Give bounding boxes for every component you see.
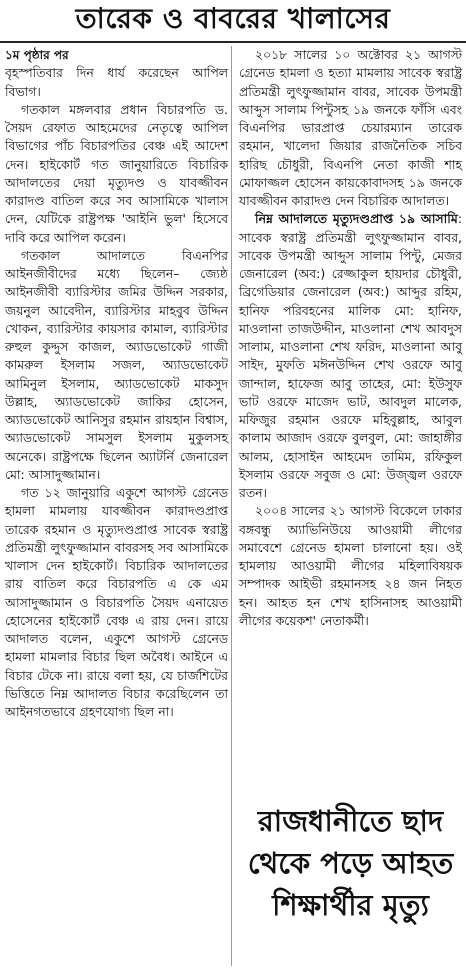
paragraph: গতকাল আদালতে বিএনপির আইনজীবীদের মধ্যে ছিলেন– জ্যেষ্ঠ আইনজীবী ব্যারিস্টার জমির উদ্দিন সরকার, জয়নুল আবেদীন, ব্যারিস্টার মাহবুব উদ্দিন খোকন, ব্যারিস্টার কায়সার কামাল, ব্যারিস্টার রুহুল কুদ্দুস কাজল, অ্যাডভোকেট গাজী কামরুল ইসলাম সজল, অ্যাডভোকেট আমিনুল ইসলাম, অ্যাডভোকেট মাকসুদ উল্লাহ, অ্যাডভোকেট জাকির হোসেন, অ্যাডভোকেট আনিসুর রহমান রায়হান বিশ্বাস, অ্যাডভোকেট সামসুল ইসলাম মুকুলসহ অনেকে। রাষ্ট্রপক্ষে ছিলেন অ্যাটর্নি জেনারেল মো: আসাদুজ্জামান।: [5, 247, 228, 482]
paragraph: বৃহস্পতিবার দিন ধার্য করেছেন আপিল বিভাগ।: [5, 65, 228, 99]
right-column: [239, 46, 462, 630]
paragraph-body: : সাবেক স্বরাষ্ট্র প্রতিমন্ত্রী লুৎফুজ্জামান বাবর, সাবেক উপমন্ত্রী আব্দুস সালাম পিন্টু, মেজর জেনারেল (অব:) রেজ্জাকুল হায়দার চৌধুরী, ব্রিগেডিয়ার জেনারেল (অব:) আব্দুর রহিম, হানিফ পরিবহনের মালিক মো: হানিফ, মাওলানা তাজউদ্দীন, মাওলানা শেখ আবদুস সালাম, মাওলানা শেখ ফরিদ, মাওলানা আবু সাইদ, মুফতি মঈনউদ্দিন শেখ ওরফে আবু জান্দাল, হাফেজ আবু তাহের, মো: ইউসুফ ভাট ওরফে মাজেদ ভাট, আবদুল মালেক, মফিজুর রহমান ওরফে মহিবুল্লাহ, আবুল কালাম আজাদ ওরফে বুলবুল, মো: জাহাঙ্গীর আলম, হোসাইন আহমেদ তামিম, রফিকুল ইসলাম ওরফে সবুজ ও মো: উজ্জ্বল ওরফে রতন।: [239, 211, 462, 500]
column-divider: [231, 46, 232, 966]
next-story-headline: রাজধানীতে ছাদ থেকে পড়ে আহত শিক্ষার্থীর মৃত্যু: [247, 804, 454, 922]
continued-label: ১ম পৃষ্ঠার পর: [5, 48, 69, 62]
paragraph: ২০১৮ সালের ১০ অক্টোবর ২১ আগস্ট গ্রেনেড হামলা ও হত্যা মামলায় সাবেক স্বরাষ্ট্র প্রতিমন্ত্রী লুৎফুজ্জামান বাবর, সাবেক উপমন্ত্রী আব্দুস সালাম পিন্টুসহ ১৯ জনকে ফাঁসি এবং বিএনপির ভারপ্রাপ্ত চেয়ারম্যান তারেক রহমান, খালেদা জিয়ার রাজনৈতিক সচিব হারিছ চৌধুরী, বিএনপি নেতা কাজী শাহ মোফাজ্জল হোসেন কায়কোবাদসহ ১৯ জনকে যাবজ্জীবন কারাদণ্ড দেন বিচারিক আদালত।: [239, 47, 462, 208]
article-headline: তারেক ও বাবরের খালাসের: [75, 1, 391, 35]
left-column: [5, 46, 228, 721]
section-subhead: নিম্ন আদালতে মৃত্যুদণ্ডপ্রাপ্ত ১৯ আসামি: [255, 211, 458, 227]
paragraph-with-subhead: [239, 210, 462, 502]
paragraph: গতকাল মঙ্গলবার প্রধান বিচারপতি ড. সৈয়দ রেফাত আহমেদের নেতৃত্বে আপিল বিভাগের পাঁচ বিচারপতির বেঞ্চ এই আদেশ দেন। হাইকোর্ট গত জানুয়ারিতে বিচারিক আদালতের দেয়া মৃত্যুদণ্ড ও যাবজ্জীবন কারাদণ্ড বাতিল করে সব আসামিকে খালাস দেন, যেটিকে রাষ্ট্রপক্ষ 'আইনি ভুল' হিসেবে দাবি করে আপিল করেন।: [5, 101, 228, 245]
headline-rule: [0, 41, 466, 43]
paragraph: ২০০৪ সালের ২১ আগস্ট বিকেলে ঢাকার বঙ্গবন্ধু অ্যাভিনিউয়ে আওয়ামী লীগের সমাবেশে গ্রেনেড হামলা চালানো হয়। ওই হামলায় আওয়ামী লীগের মহিলাবিষয়ক সম্পাদক আইভী রহমানসহ ২৪ জন নিহত হন। আহত হন শেখ হাসিনাসহ আওয়ামী লীগের কয়েকশ' নেতাকর্মী।: [239, 503, 462, 628]
paragraph: গত ১২ জানুয়ারি একুশে আগস্ট গ্রেনেড হামলা মামলায় যাবজ্জীবন কারাদণ্ডপ্রাপ্ত তারেক রহমান ও মৃত্যুদণ্ডপ্রাপ্ত সাবেক স্বরাষ্ট্র প্রতিমন্ত্রী লুৎফুজ্জামান বাবরসহ সব আসামিকে খালাস দেন হাইকোর্ট। বিচারিক আদালতের রায় বাতিল করে বিচারপতি এ কে এম আসাদুজ্জামান ও বিচারপতি সৈয়দ এনায়েত হোসেনের হাইকোর্ট বেঞ্চ এ রায় দেন। রায়ে আদালত বলেন, একুশে আগস্ট গ্রেনেড হামলা মামলার বিচার ছিল অবৈধ। আইনে এ বিচার টেকে না। রায়ে বলা হয়, যে চার্জশিটের ভিত্তিতে নিম্ন আদালত বিচার করেছিলেন তা আইনগতভাবে গ্রহণযোগ্য ছিল না।: [5, 485, 228, 719]
